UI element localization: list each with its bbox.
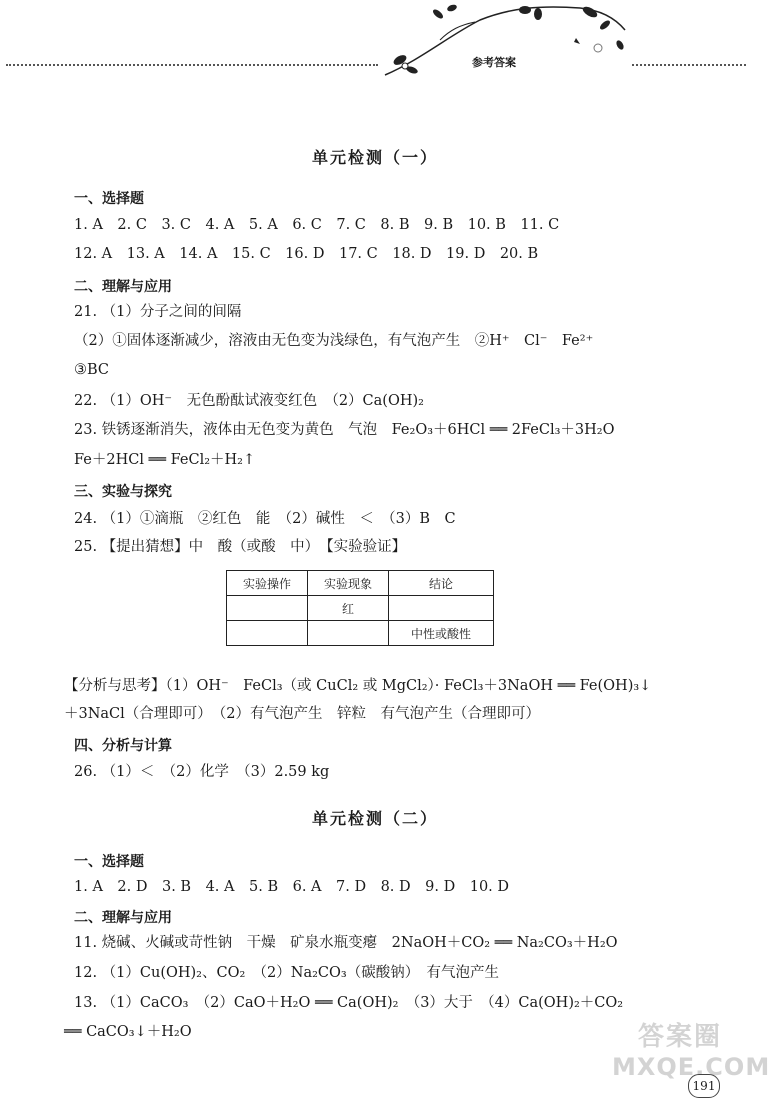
unit1-analysis-line1: 【分析与思考】（1）OH⁻ FeCl₃（或 CuCl₂ 或 MgCl₂）· FeCl₃＋3NaOH ══ Fe(OH)₃↓: [64, 678, 652, 694]
unit1-choice-row-1: 1. A 2. C 3. C 4. A 5. A 6. C 7. C 8. B 9. B 10. B 11. C: [74, 217, 560, 233]
unit2-section-choice: 一、选择题: [74, 854, 144, 870]
unit1-q21-part1: 21. （1）分子之间的间隔: [74, 304, 242, 320]
table-header-phenomenon: 实验现象: [308, 571, 389, 596]
table-header-row: [227, 571, 494, 596]
unit1-choice-row-2: 12. A 13. A 14. A 15. C 16. D 17. C 18. D 19. D 20. B: [74, 246, 539, 262]
table-header-operation: 实验操作: [227, 571, 308, 596]
unit2-section-understanding: 二、理解与应用: [74, 910, 172, 926]
unit1-section-understanding: 二、理解与应用: [74, 279, 172, 295]
header-dotted-rule-right: [632, 64, 746, 66]
unit1-q21-part3: ③BC: [74, 362, 110, 378]
table-cell: [227, 596, 308, 621]
table-cell: [389, 596, 494, 621]
unit1-q23-line1: 23. 铁锈逐渐消失，液体由无色变为黄色 气泡 Fe₂O₃＋6HCl ══ 2FeCl₃＋3H₂O: [74, 422, 615, 438]
unit2-q12: 12. （1）Cu(OH)₂、CO₂ （2）Na₂CO₃（碳酸钠） 有气泡产生: [74, 965, 499, 981]
unit1-q26: 26. （1）＜ （2）化学 （3）2.59 kg: [74, 764, 330, 780]
table-header-conclusion: 结论: [389, 571, 494, 596]
watermark-text-url: MXQE.COM: [612, 1053, 770, 1081]
header-dotted-rule-left: [6, 64, 378, 66]
table-cell: [308, 621, 389, 646]
table-row: [227, 621, 494, 646]
watermark-logo: [612, 1016, 770, 1081]
unit1-title: 单元检测（一）: [311, 148, 438, 167]
header-title: 参考答案: [472, 56, 516, 69]
unit1-q25: 25. 【提出猜想】中 酸（或酸 中） 【实验验证】: [74, 539, 407, 555]
unit2-choice-row-1: 1. A 2. D 3. B 4. A 5. B 6. A 7. D 8. D 9. D 10. D: [74, 879, 510, 895]
unit1-q22: 22. （1）OH⁻ 无色酚酞试液变红色 （2）Ca(OH)₂: [74, 393, 424, 409]
unit1-q23-line2: Fe＋2HCl ══ FeCl₂＋H₂↑: [74, 452, 256, 468]
unit1-q24: 24. （1）①滴瓶 ②红色 能 （2）碱性 ＜ （3）B C: [74, 511, 456, 527]
table-row: [227, 596, 494, 621]
page-header: [0, 0, 750, 80]
unit1-analysis-line2: ＋3NaCl（合理即可） （2）有气泡产生 锌粒 有气泡产生（合理即可）: [64, 706, 541, 722]
table-cell: 中性或酸性: [389, 621, 494, 646]
unit2-q13-line2: ══ CaCO₃↓＋H₂O: [64, 1024, 192, 1040]
experiment-table: [226, 570, 494, 646]
page-number: 191: [688, 1074, 720, 1098]
table-cell: [227, 621, 308, 646]
unit2-title: 单元检测（二）: [311, 809, 438, 828]
unit1-section-calculation: 四、分析与计算: [74, 738, 172, 754]
unit1-q21-part2: （2）①固体逐渐减少，溶液由无色变为浅绿色，有气泡产生 ②H⁺ Cl⁻ Fe²⁺: [74, 333, 594, 349]
watermark-text-cn: 答案圈: [637, 1022, 722, 1052]
unit2-q13-line1: 13. （1）CaCO₃ （2）CaO＋H₂O ══ Ca(OH)₂ （3）大于 （4）Ca(OH)₂＋CO₂: [74, 995, 624, 1011]
unit1-section-experiment: 三、实验与探究: [74, 484, 172, 500]
table-cell: 红: [308, 596, 389, 621]
unit2-q11: 11. 烧碱、火碱或苛性钠 干燥 矿泉水瓶变瘪 2NaOH＋CO₂ ══ Na₂CO₃＋H₂O: [74, 935, 618, 951]
unit1-section-choice: 一、选择题: [74, 191, 144, 207]
